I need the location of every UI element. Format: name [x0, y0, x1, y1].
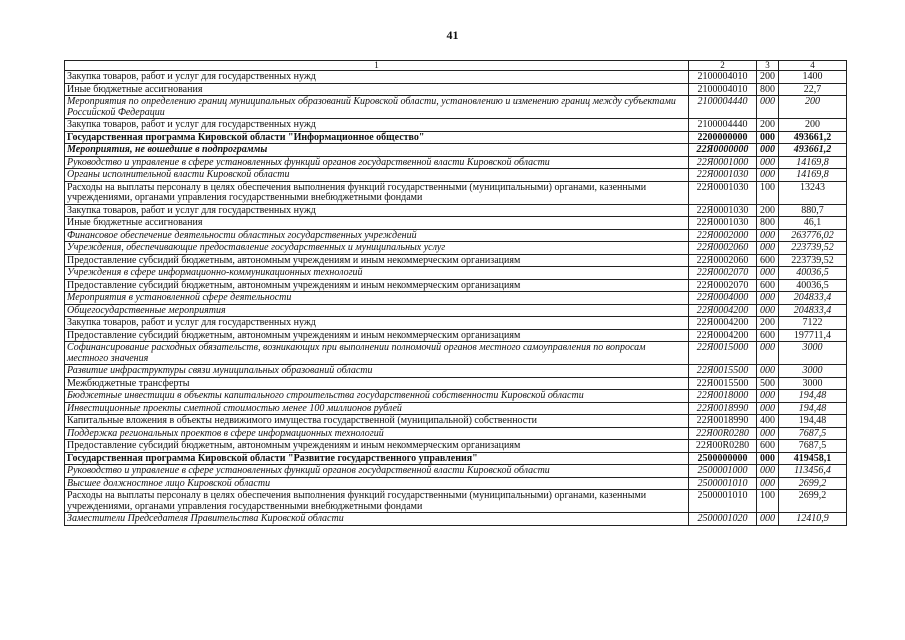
cell-name: Мероприятия по определению границ муниципальных образований Кировской области, установлению и изменению границ между субъектами Российской Федерации [65, 96, 689, 119]
cell-sum: 40036,5 [779, 279, 847, 292]
cell-code: 22Я0001030 [689, 169, 757, 182]
cell-code: 22Я0002000 [689, 229, 757, 242]
table-row [65, 144, 847, 157]
table-row [65, 342, 847, 365]
cell-sum: 2699,2 [779, 490, 847, 513]
table-row [65, 304, 847, 317]
cell-sum: 12410,9 [779, 513, 847, 526]
cell-code: 2500001010 [689, 477, 757, 490]
table-row [65, 377, 847, 390]
cell-vr: 000 [757, 427, 779, 440]
table-row [65, 119, 847, 132]
cell-code: 2100004440 [689, 96, 757, 119]
table-row [65, 83, 847, 96]
table-row [65, 217, 847, 230]
cell-sum: 200 [779, 96, 847, 119]
table-row [65, 229, 847, 242]
cell-name: Заместители Председателя Правительства Кировской области [65, 513, 689, 526]
table-row [65, 365, 847, 378]
cell-sum: 113456,4 [779, 465, 847, 478]
cell-name: Государственная программа Кировской области "Развитие государственного управления" [65, 452, 689, 465]
cell-name: Закупка товаров, работ и услуг для государственных нужд [65, 119, 689, 132]
cell-vr: 000 [757, 477, 779, 490]
cell-sum: 40036,5 [779, 267, 847, 280]
table-row [65, 513, 847, 526]
cell-sum: 880,7 [779, 204, 847, 217]
table-row [65, 317, 847, 330]
cell-sum: 22,7 [779, 83, 847, 96]
cell-code: 22Я00R0280 [689, 427, 757, 440]
table-row [65, 427, 847, 440]
cell-name: Предоставление субсидий бюджетным, автономным учреждениям и иным некоммерческим организациям [65, 329, 689, 342]
cell-name: Органы исполнительной власти Кировской области [65, 169, 689, 182]
cell-sum: 194,48 [779, 402, 847, 415]
cell-vr: 800 [757, 83, 779, 96]
cell-code: 22Я0004000 [689, 292, 757, 305]
cell-sum: 46,1 [779, 217, 847, 230]
cell-vr: 000 [757, 465, 779, 478]
cell-name: Высшее должностное лицо Кировской области [65, 477, 689, 490]
cell-name: Финансовое обеспечение деятельности областных государственных учреждений [65, 229, 689, 242]
table-row [65, 390, 847, 403]
cell-code: 22Я0002070 [689, 279, 757, 292]
cell-code: 22Я0004200 [689, 304, 757, 317]
table-row [65, 452, 847, 465]
cell-sum: 3000 [779, 342, 847, 365]
cell-vr: 000 [757, 292, 779, 305]
cell-name: Государственная программа Кировской области "Информационное общество" [65, 131, 689, 144]
cell-name: Мероприятия, не вошедшие в подпрограммы [65, 144, 689, 157]
header-sum: 4 [779, 61, 847, 71]
table-row [65, 242, 847, 255]
cell-vr: 600 [757, 329, 779, 342]
cell-name: Иные бюджетные ассигнования [65, 217, 689, 230]
table-row [65, 415, 847, 428]
cell-name: Общегосударственные мероприятия [65, 304, 689, 317]
cell-vr: 400 [757, 415, 779, 428]
cell-vr: 000 [757, 390, 779, 403]
cell-vr: 100 [757, 181, 779, 204]
cell-sum: 204833,4 [779, 292, 847, 305]
cell-vr: 800 [757, 217, 779, 230]
cell-name: Закупка товаров, работ и услуг для государственных нужд [65, 317, 689, 330]
table-row [65, 204, 847, 217]
cell-vr: 000 [757, 96, 779, 119]
cell-vr: 000 [757, 513, 779, 526]
cell-sum: 14169,8 [779, 156, 847, 169]
cell-vr: 000 [757, 402, 779, 415]
cell-name: Бюджетные инвестиции в объекты капитального строительства государственной собственности Кировской области [65, 390, 689, 403]
cell-sum: 1400 [779, 71, 847, 84]
table-row [65, 440, 847, 453]
header-name: 1 [65, 61, 689, 71]
cell-code: 2200000000 [689, 131, 757, 144]
cell-name: Инвестиционные проекты сметной стоимостью менее 100 миллионов рублей [65, 402, 689, 415]
table-row [65, 96, 847, 119]
cell-sum: 200 [779, 119, 847, 132]
header-code: 2 [689, 61, 757, 71]
cell-sum: 493661,2 [779, 131, 847, 144]
cell-sum: 7122 [779, 317, 847, 330]
cell-code: 22Я0002060 [689, 242, 757, 255]
table-row [65, 169, 847, 182]
cell-code: 2500001010 [689, 490, 757, 513]
cell-code: 22Я00R0280 [689, 440, 757, 453]
table-row [65, 156, 847, 169]
table-row [65, 329, 847, 342]
table-row [65, 477, 847, 490]
header-vr: 3 [757, 61, 779, 71]
cell-vr: 000 [757, 365, 779, 378]
cell-sum: 223739,52 [779, 254, 847, 267]
cell-sum: 419458,1 [779, 452, 847, 465]
cell-sum: 223739,52 [779, 242, 847, 255]
cell-sum: 194,48 [779, 415, 847, 428]
cell-vr: 100 [757, 490, 779, 513]
cell-sum: 194,48 [779, 390, 847, 403]
cell-sum: 14169,8 [779, 169, 847, 182]
table-row [65, 465, 847, 478]
cell-sum: 493661,2 [779, 144, 847, 157]
table-row [65, 490, 847, 513]
cell-code: 22Я0015500 [689, 377, 757, 390]
cell-sum: 197711,4 [779, 329, 847, 342]
cell-sum: 3000 [779, 377, 847, 390]
budget-table [64, 60, 847, 526]
cell-code: 22Я0015000 [689, 342, 757, 365]
cell-name: Предоставление субсидий бюджетным, автономным учреждениям и иным некоммерческим организациям [65, 440, 689, 453]
cell-code: 22Я0001000 [689, 156, 757, 169]
cell-sum: 2699,2 [779, 477, 847, 490]
cell-name: Иные бюджетные ассигнования [65, 83, 689, 96]
cell-name: Закупка товаров, работ и услуг для государственных нужд [65, 204, 689, 217]
cell-name: Предоставление субсидий бюджетным, автономным учреждениям и иным некоммерческим организациям [65, 279, 689, 292]
cell-name: Расходы на выплаты персоналу в целях обеспечения выполнения функций государственными (муниципальными) органами, казенными учреждениями, органами управления государственными внебюджетными фондами [65, 181, 689, 204]
cell-vr: 000 [757, 242, 779, 255]
cell-code: 22Я0015500 [689, 365, 757, 378]
cell-name: Развитие инфраструктуры связи муниципальных образований области [65, 365, 689, 378]
cell-vr: 000 [757, 229, 779, 242]
cell-code: 22Я0002060 [689, 254, 757, 267]
cell-vr: 000 [757, 342, 779, 365]
cell-code: 22Я0001030 [689, 204, 757, 217]
cell-vr: 000 [757, 144, 779, 157]
cell-name: Софинансирование расходных обязательств, возникающих при выполнении полномочий органов местного самоуправления по вопросам местного значения [65, 342, 689, 365]
cell-name: Предоставление субсидий бюджетным, автономным учреждениям и иным некоммерческим организациям [65, 254, 689, 267]
cell-sum: 7687,5 [779, 427, 847, 440]
cell-sum: 3000 [779, 365, 847, 378]
cell-name: Руководство и управление в сфере установленных функций органов государственной власти Кировской области [65, 156, 689, 169]
table-row [65, 254, 847, 267]
table-body [65, 71, 847, 526]
cell-vr: 000 [757, 304, 779, 317]
table-row [65, 402, 847, 415]
table-row [65, 279, 847, 292]
cell-sum: 263776,02 [779, 229, 847, 242]
cell-sum: 7687,5 [779, 440, 847, 453]
cell-vr: 600 [757, 254, 779, 267]
cell-code: 22Я0002070 [689, 267, 757, 280]
cell-vr: 500 [757, 377, 779, 390]
cell-vr: 200 [757, 317, 779, 330]
cell-code: 22Я0018990 [689, 415, 757, 428]
cell-name: Мероприятия в установленной сфере деятельности [65, 292, 689, 305]
cell-code: 2100004440 [689, 119, 757, 132]
cell-vr: 600 [757, 440, 779, 453]
table-row [65, 131, 847, 144]
cell-code: 22Я0018990 [689, 402, 757, 415]
cell-vr: 000 [757, 452, 779, 465]
table-row [65, 181, 847, 204]
cell-code: 2500000000 [689, 452, 757, 465]
cell-code: 2100004010 [689, 71, 757, 84]
cell-name: Учреждения, обеспечивающие предоставление государственных и муниципальных услуг [65, 242, 689, 255]
cell-vr: 200 [757, 204, 779, 217]
cell-vr: 000 [757, 131, 779, 144]
cell-name: Поддержка региональных проектов в сфере информационных технологий [65, 427, 689, 440]
cell-name: Межбюджетные трансферты [65, 377, 689, 390]
cell-code: 22Я0000000 [689, 144, 757, 157]
cell-code: 22Я0018000 [689, 390, 757, 403]
cell-name: Руководство и управление в сфере установленных функций органов государственной власти Кировской области [65, 465, 689, 478]
cell-vr: 200 [757, 71, 779, 84]
cell-sum: 13243 [779, 181, 847, 204]
cell-code: 22Я0001030 [689, 217, 757, 230]
header-row [65, 61, 847, 71]
cell-code: 2500001020 [689, 513, 757, 526]
cell-name: Учреждения в сфере информационно-коммуникационных технологий [65, 267, 689, 280]
cell-code: 22Я0004200 [689, 329, 757, 342]
cell-code: 2100004010 [689, 83, 757, 96]
table-row [65, 71, 847, 84]
page-number: 41 [446, 28, 459, 42]
cell-name: Расходы на выплаты персоналу в целях обеспечения выполнения функций государственными (муниципальными) органами, казенными учреждениями, органами управления государственными внебюджетными фондами [65, 490, 689, 513]
cell-vr: 000 [757, 267, 779, 280]
cell-name: Закупка товаров, работ и услуг для государственных нужд [65, 71, 689, 84]
table-row [65, 267, 847, 280]
table-row [65, 292, 847, 305]
cell-code: 22Я0001030 [689, 181, 757, 204]
cell-name: Капитальные вложения в объекты недвижимого имущества государственной (муниципальной) собственности [65, 415, 689, 428]
cell-vr: 600 [757, 279, 779, 292]
cell-vr: 000 [757, 156, 779, 169]
cell-sum: 204833,4 [779, 304, 847, 317]
cell-vr: 000 [757, 169, 779, 182]
cell-code: 22Я0004200 [689, 317, 757, 330]
cell-vr: 200 [757, 119, 779, 132]
cell-code: 2500001000 [689, 465, 757, 478]
